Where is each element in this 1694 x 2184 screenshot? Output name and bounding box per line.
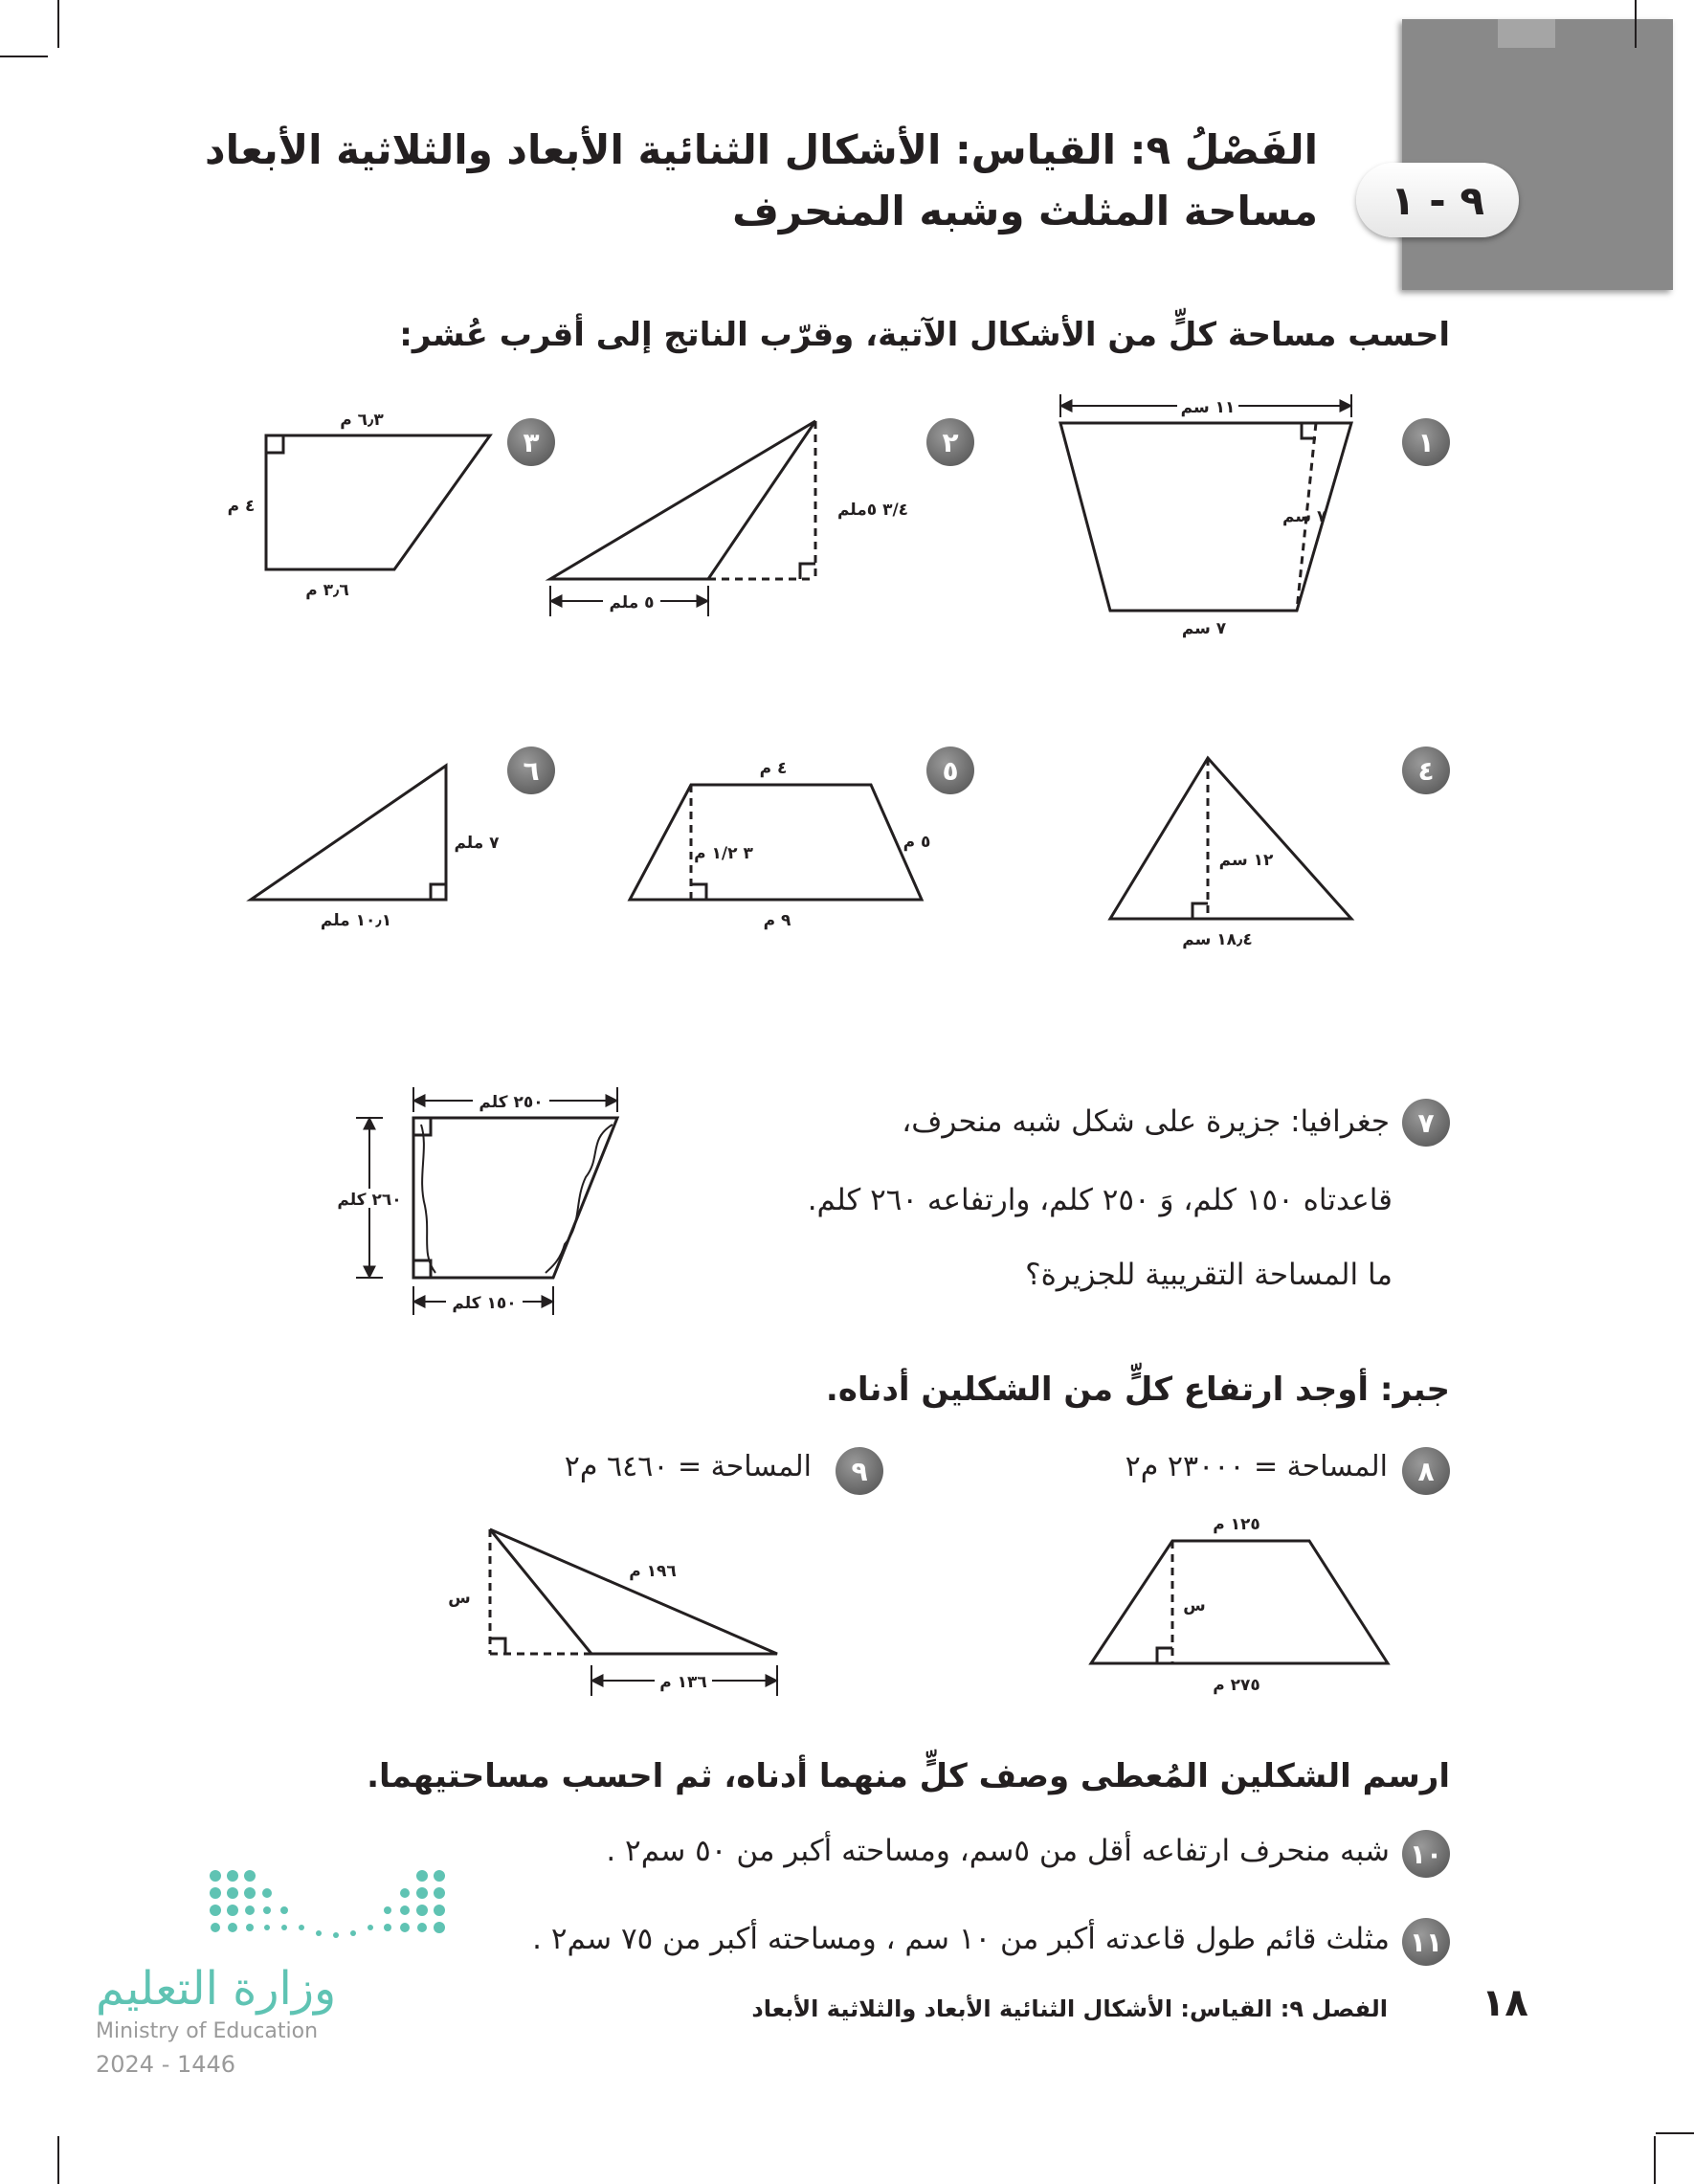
figure-4-height-label: ١٢ سم [1218,851,1274,870]
figure-2-base-label: ٥ ملم [609,593,655,613]
figure-3-bottom-label: ٣٫٦ م [305,581,349,600]
figure-6-base-label: ١٠٫١ ملم [320,911,392,930]
figure-8-top-label: ١٢٥ م [1213,1515,1260,1534]
problem-10-text: شبه منحرف ارتفاعه أقل من ٥سم، ومساحته أكبر من ٥٠ سم٢ . [606,1834,1390,1868]
page-number: ١٨ [1482,1981,1528,2025]
problem-9-area: المساحة = ٦٤٦٠ م٢ [564,1450,812,1483]
figure-9-height-label: س [448,1589,471,1608]
problem-11-text: مثلث قائم طول قاعدته أكبر من ١٠ سم ، ومساحته أكبر من ٧٥ سم٢ . [532,1922,1390,1956]
figure-8-trapezoid [1091,1541,1388,1663]
figure-9-hyp-label: ١٩٦ م [629,1562,677,1581]
figure-7-top-label: ٢٥٠ كلم [479,1093,544,1112]
problem-7-line-2: قاعدتاه ١٥٠ كلم، وَ ٢٥٠ كلم، وارتفاعه ٢٦٠ كلم. [807,1183,1393,1217]
problem-7-line-3: ما المساحة التقريبية للجزيرة؟ [1025,1258,1393,1292]
problem-number-11: ١١ [1402,1918,1450,1966]
figure-8-height-label: س [1183,1596,1206,1616]
problem-number-10: ١٠ [1402,1830,1450,1878]
figure-6-triangle [251,766,446,900]
exercise-number-3: ٣ [507,418,555,466]
figure-2-triangle [550,421,815,579]
problem-8-area: المساحة = ٢٣٠٠٠ م٢ [1125,1450,1388,1483]
figure-9-triangle [490,1529,777,1654]
figure-5-bottom-label: ٩ م [763,911,791,930]
figure-7-height-label: ٢٦٠ كلم [337,1191,402,1210]
figure-4-base-label: ١٨٫٤ سم [1182,930,1253,949]
instruction-2: جبر: أوجد ارتفاع كلٍّ من الشكلين أدناه. [825,1371,1450,1409]
exercise-number-1: ١ [1402,418,1450,466]
figure-7-island-trapezoid [413,1118,617,1278]
ministry-year: 2024 - 1446 [96,2051,236,2078]
lesson-number-badge: ٩ - ١ [1356,163,1519,237]
ministry-logo-dots [206,1866,455,1952]
figure-5-top-label: ٤ م [759,759,788,778]
figure-3-top-label: ٦٫٣ م [340,411,384,430]
instruction-1: احسب مساحة كلٍّ من الأشكال الآتية، وقرّب الناتج إلى أقرب عُشر: [399,316,1450,354]
figure-5-height-label: ٣ ١/٢ م [694,844,753,863]
figure-8-bottom-label: ٢٧٥ م [1213,1676,1260,1695]
exercise-number-6: ٦ [507,747,555,794]
problem-number-8: ٨ [1402,1447,1450,1495]
figure-4-triangle [1110,758,1351,919]
problem-number-7: ٧ [1402,1099,1450,1147]
problem-number-9: ٩ [836,1447,883,1495]
instruction-3: ارسم الشكلين المُعطى وصف كلٍّ منهما أدناه، ثم احسب مساحتيهما. [367,1757,1450,1795]
ministry-name-ar: وزارة التعليم [96,1962,337,2016]
figure-6-height-label: ٧ ملم [454,834,500,853]
figure-1-height-label: ٧ سم [1282,507,1327,526]
chapter-title: الفَصْلُ ٩: القياس: الأشكال الثنائية الأبعاد والثلاثية الأبعاد [205,126,1318,173]
figure-3-trapezoid [266,435,490,569]
footer-chapter: الفصل ٩: القياس: الأشكال الثنائية الأبعاد والثلاثية الأبعاد [751,1995,1388,2022]
exercise-number-2: ٢ [926,418,974,466]
figure-7-bottom-label: ١٥٠ كلم [452,1294,517,1313]
figure-1-top-label: ١١ سم [1180,398,1236,417]
figure-1-bottom-label: ٧ سم [1181,619,1227,638]
lesson-title: مساحة المثلث وشبه المنحرف [732,188,1318,234]
figure-2-height-label: ٣/٤ ٥ملم [836,501,909,520]
exercise-number-5: ٥ [926,747,974,794]
ministry-name-en: Ministry of Education [96,2019,319,2043]
figure-5-trapezoid [630,785,922,900]
problem-7-line-1: جغرافيا: جزيرة على شكل شبه منحرف، [902,1104,1390,1139]
figure-5-side-label: ٥ م [903,833,931,852]
figure-9-base-label: ١٣٦ م [659,1673,707,1692]
figure-3-side-label: ٤ م [227,497,256,516]
exercise-number-4: ٤ [1402,747,1450,794]
